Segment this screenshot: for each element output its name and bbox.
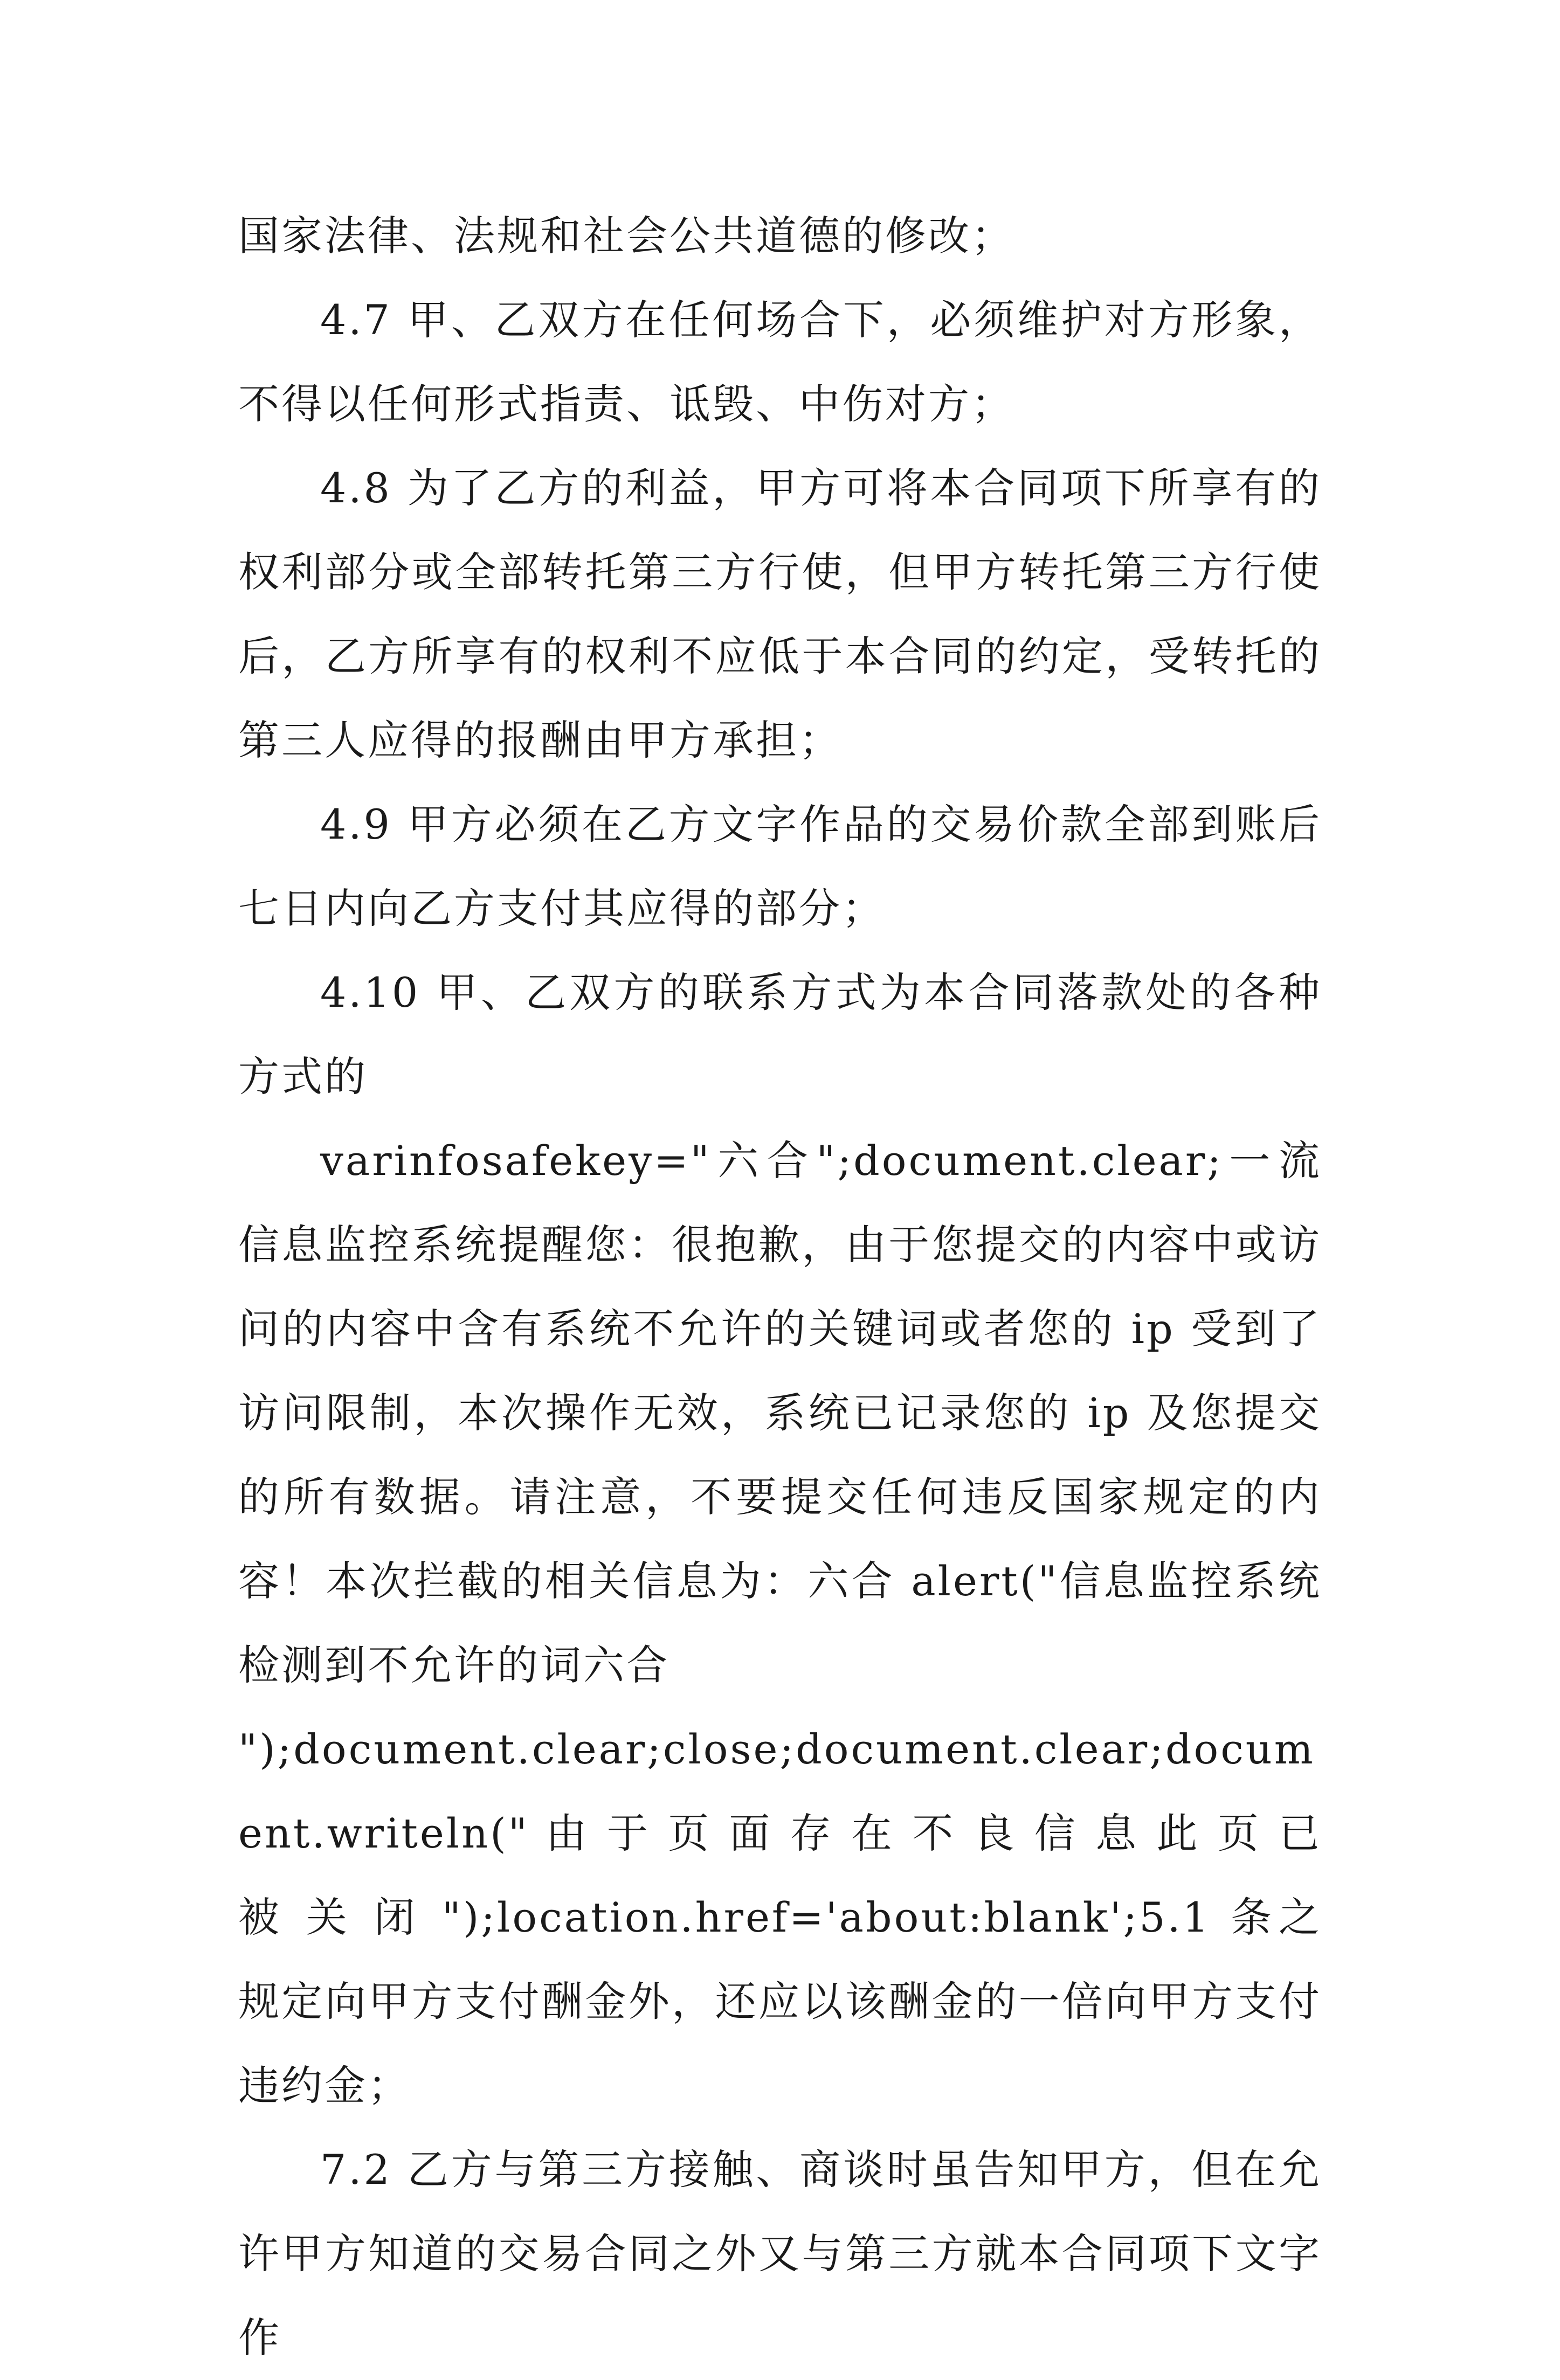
injected-script-continuation: ");document.clear;close;document.clear;document.writeln(" 由 于 页 面 存 在 不 良 信 息 此 页 已 被 关 闭 ");location.href='about:blank';5.1 条之规定向甲方支付酬金外，还应以该酬金的一倍向甲方支付违约金；	[238, 1725, 1322, 2109]
clause-4-7: 4.7 甲、乙双方在任何场合下，必须维护对方形象，不得以任何形式指责、诋毁、中伤对方；	[238, 296, 1322, 428]
clause-4-8: 4.8 为了乙方的利益，甲方可将本合同项下所享有的权利部分或全部转托第三方行使，但甲方转托第三方行使后，乙方所享有的权利不应低于本合同的约定，受转托的第三人应得的报酬由甲方承担；	[238, 464, 1322, 764]
clause-4-9: 4.9 甲方必须在乙方文字作品的交易价款全部到账后七日内向乙方支付其应得的部分；	[238, 800, 1322, 932]
document-body	[238, 194, 1322, 2380]
paragraph-continuation: 国家法律、法规和社会公共道德的修改；	[238, 212, 1014, 260]
clause-4-10: 4.10 甲、乙双方的联系方式为本合同落款处的各种方式的	[238, 968, 1322, 1101]
injected-script-text: varinfosafekey="六合";document.clear;一流信息监控系统提醒您：很抱歉，由于您提交的内容中或访问的内容中含有系统不允许的关键词或者您的 ip 受到了访问限制，本次操作无效，系统已记录您的 ip 及您提交的所有数据。请注意，不要提交任何违反国家规定的内容！本次拦截的相关信息为：六合 alert("信息监控系统检测到不允许的词六合	[238, 1137, 1322, 1689]
clause-7-2: 7.2 乙方与第三方接触、商谈时虽告知甲方，但在允许甲方知道的交易合同之外又与第三方就本合同项下文字作	[238, 2146, 1322, 2362]
